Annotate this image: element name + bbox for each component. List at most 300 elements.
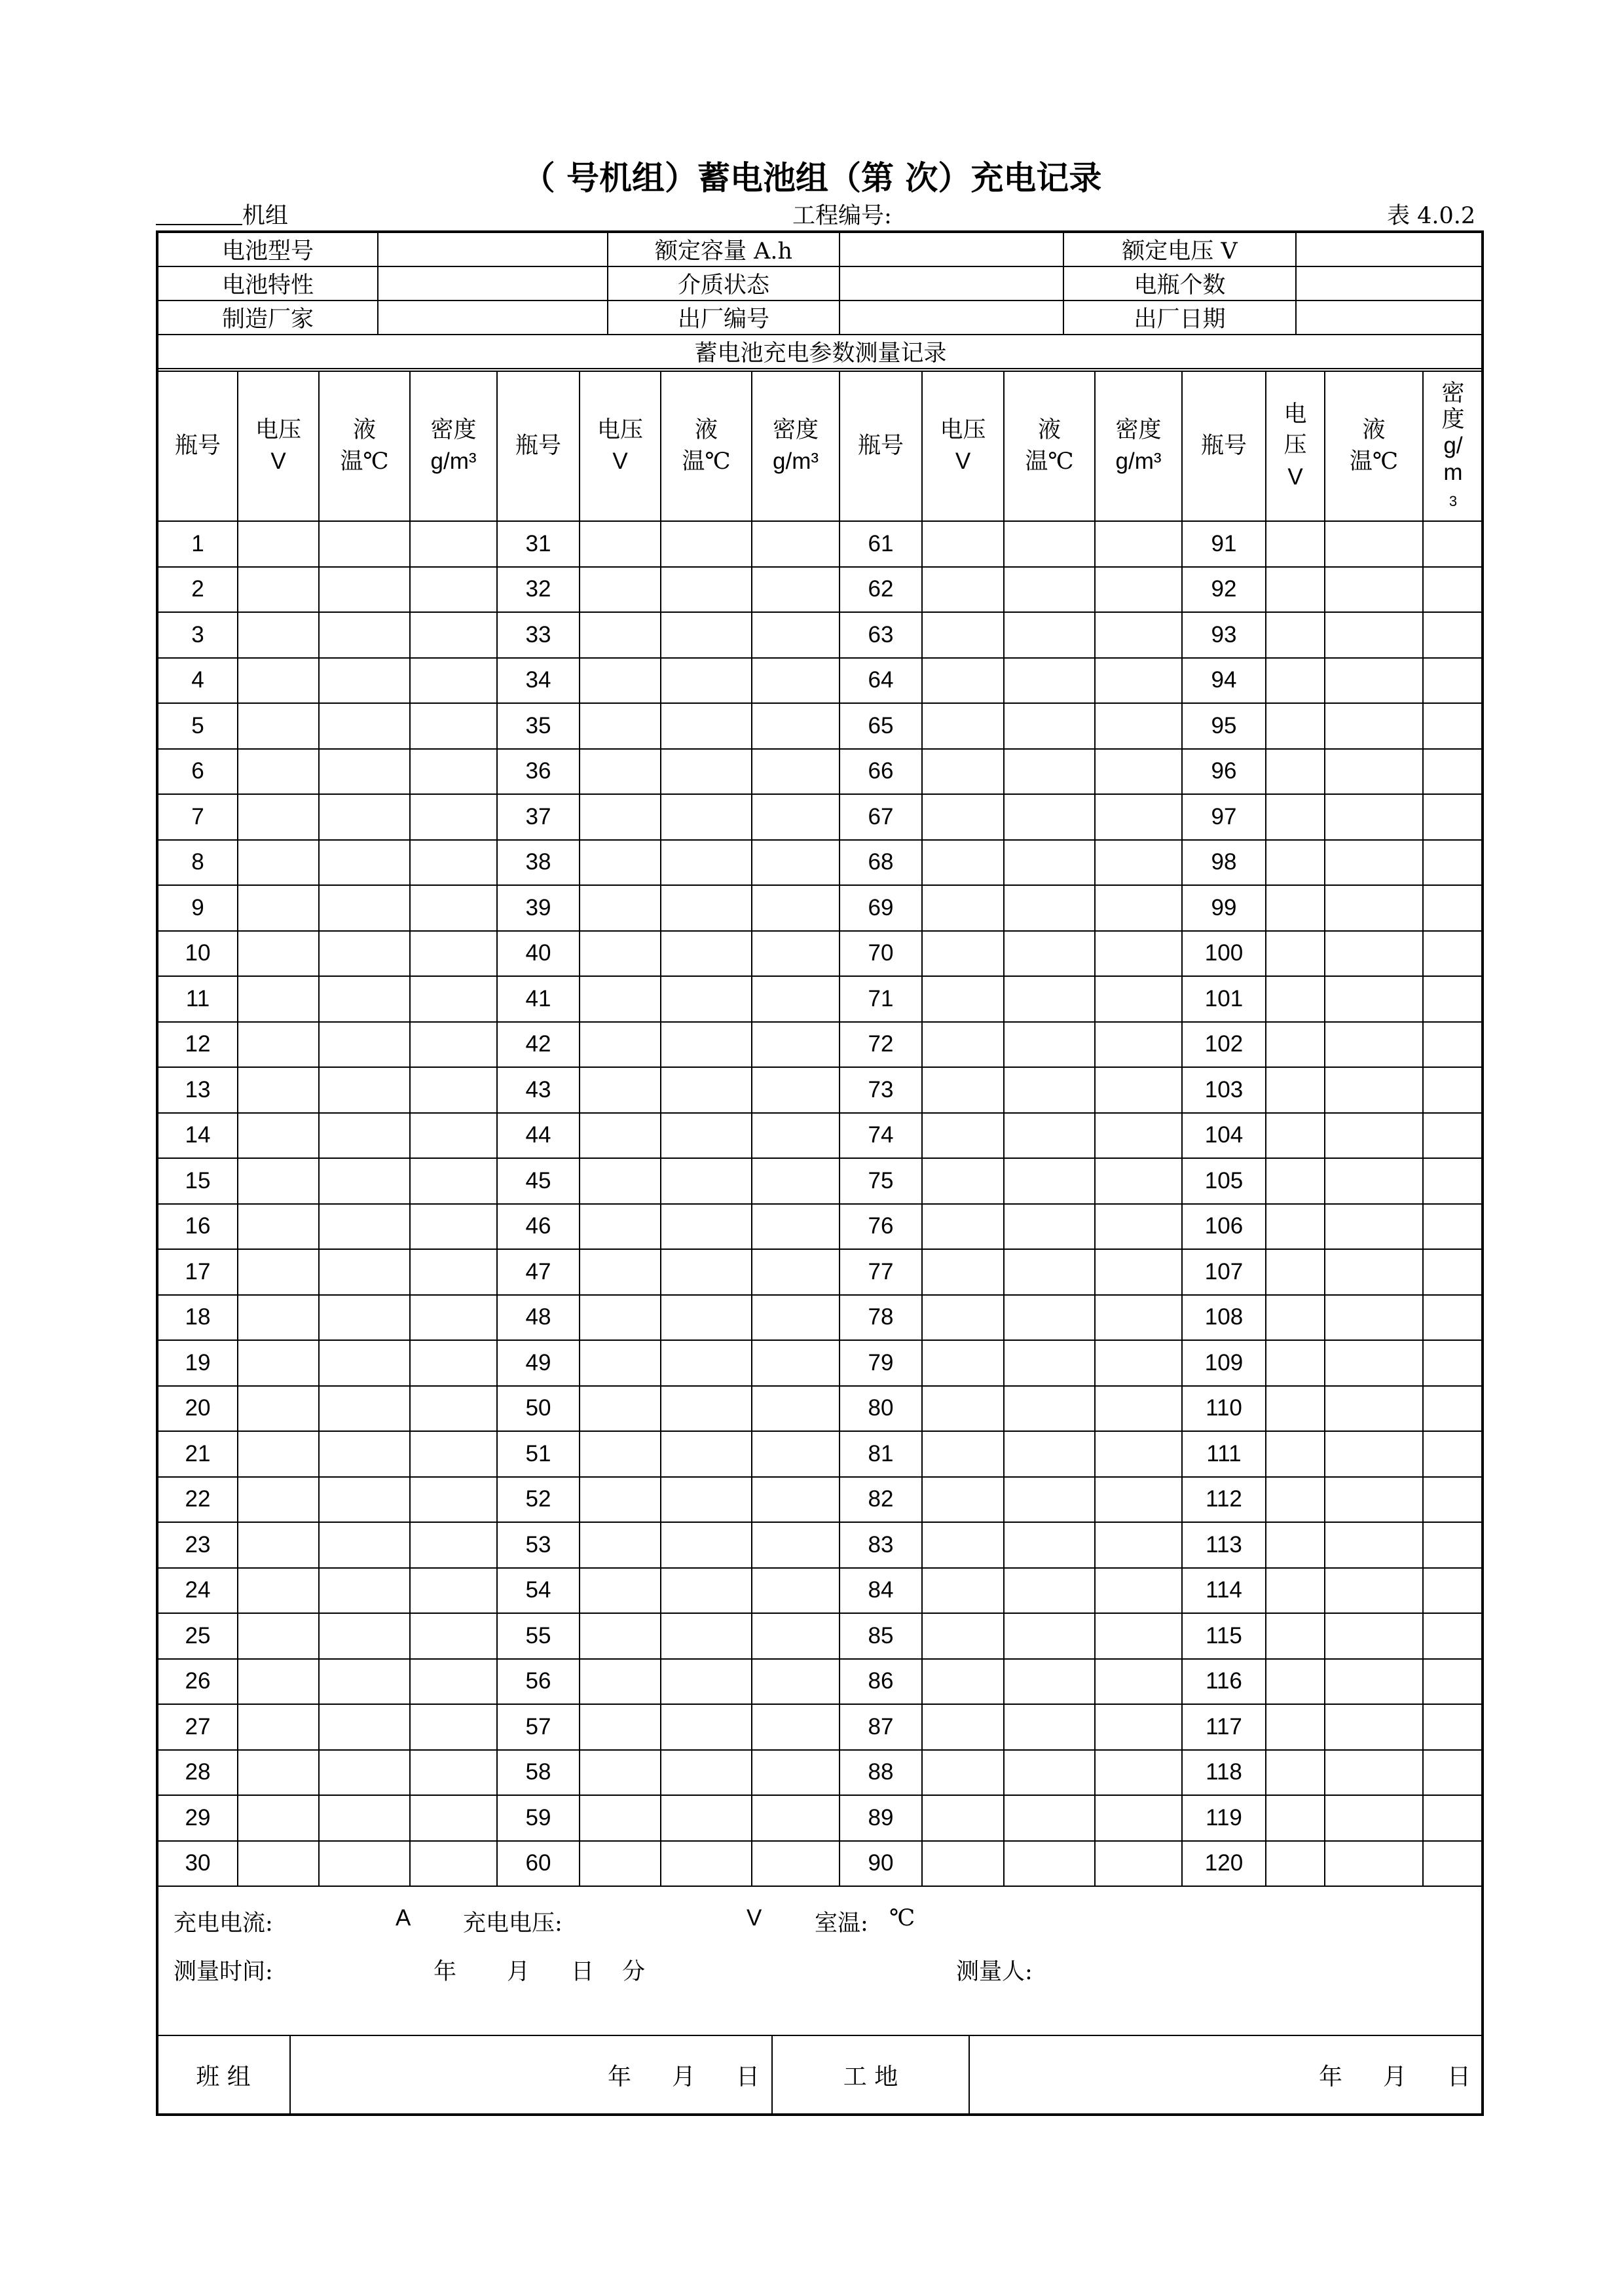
voltage-cell[interactable]	[1266, 1659, 1325, 1705]
info-value-cell[interactable]	[378, 301, 608, 335]
liquid-temp-cell[interactable]	[1004, 1295, 1095, 1341]
liquid-temp-cell[interactable]	[1325, 749, 1423, 795]
liquid-temp-cell[interactable]	[661, 1750, 752, 1796]
liquid-temp-cell[interactable]	[1004, 612, 1095, 658]
density-cell[interactable]	[410, 703, 497, 749]
density-cell[interactable]	[1095, 1158, 1182, 1204]
voltage-cell[interactable]	[1266, 1522, 1325, 1568]
density-cell[interactable]	[752, 1841, 840, 1887]
liquid-temp-cell[interactable]	[661, 1522, 752, 1568]
voltage-cell[interactable]	[1266, 1704, 1325, 1750]
info-value-cell[interactable]	[840, 301, 1063, 335]
density-cell[interactable]	[1095, 931, 1182, 977]
voltage-cell[interactable]	[580, 885, 661, 931]
density-cell[interactable]	[752, 1249, 840, 1295]
liquid-temp-cell[interactable]	[1004, 1113, 1095, 1159]
voltage-cell[interactable]	[238, 749, 319, 795]
voltage-cell[interactable]	[580, 1477, 661, 1523]
density-cell[interactable]	[1095, 794, 1182, 840]
liquid-temp-cell[interactable]	[319, 1477, 410, 1523]
liquid-temp-cell[interactable]	[1004, 658, 1095, 704]
voltage-cell[interactable]	[238, 840, 319, 886]
liquid-temp-cell[interactable]	[661, 1295, 752, 1341]
liquid-temp-cell[interactable]	[319, 1522, 410, 1568]
liquid-temp-cell[interactable]	[319, 1158, 410, 1204]
density-cell[interactable]	[410, 1841, 497, 1887]
voltage-cell[interactable]	[922, 1295, 1004, 1341]
density-cell[interactable]	[752, 612, 840, 658]
voltage-cell[interactable]	[922, 1613, 1004, 1659]
density-cell[interactable]	[752, 567, 840, 613]
voltage-cell[interactable]	[1266, 658, 1325, 704]
liquid-temp-cell[interactable]	[1004, 1659, 1095, 1705]
voltage-cell[interactable]	[922, 885, 1004, 931]
voltage-cell[interactable]	[1266, 1022, 1325, 1068]
liquid-temp-cell[interactable]	[1004, 1431, 1095, 1477]
voltage-cell[interactable]	[238, 1431, 319, 1477]
density-cell[interactable]	[1095, 749, 1182, 795]
density-cell[interactable]	[1095, 567, 1182, 613]
density-cell[interactable]	[1423, 703, 1483, 749]
density-cell[interactable]	[1095, 1568, 1182, 1614]
density-cell[interactable]	[752, 840, 840, 886]
density-cell[interactable]	[1095, 1295, 1182, 1341]
density-cell[interactable]	[1095, 521, 1182, 567]
density-cell[interactable]	[752, 1750, 840, 1796]
liquid-temp-cell[interactable]	[1004, 703, 1095, 749]
liquid-temp-cell[interactable]	[1004, 1613, 1095, 1659]
voltage-cell[interactable]	[1266, 612, 1325, 658]
voltage-cell[interactable]	[1266, 1841, 1325, 1887]
density-cell[interactable]	[410, 567, 497, 613]
density-cell[interactable]	[410, 1295, 497, 1341]
voltage-cell[interactable]	[922, 976, 1004, 1022]
team-signature-cell[interactable]	[290, 2035, 772, 2113]
liquid-temp-cell[interactable]	[661, 1067, 752, 1113]
density-cell[interactable]	[410, 749, 497, 795]
liquid-temp-cell[interactable]	[319, 1386, 410, 1432]
liquid-temp-cell[interactable]	[1325, 1113, 1423, 1159]
density-cell[interactable]	[752, 1340, 840, 1386]
liquid-temp-cell[interactable]	[319, 1750, 410, 1796]
density-cell[interactable]	[1095, 1022, 1182, 1068]
density-cell[interactable]	[752, 1386, 840, 1432]
liquid-temp-cell[interactable]	[661, 658, 752, 704]
liquid-temp-cell[interactable]	[1004, 1568, 1095, 1614]
voltage-cell[interactable]	[580, 1386, 661, 1432]
info-value-cell[interactable]	[1296, 232, 1483, 266]
voltage-cell[interactable]	[238, 1659, 319, 1705]
density-cell[interactable]	[410, 658, 497, 704]
voltage-cell[interactable]	[922, 1204, 1004, 1250]
liquid-temp-cell[interactable]	[661, 1158, 752, 1204]
voltage-cell[interactable]	[1266, 885, 1325, 931]
voltage-cell[interactable]	[922, 658, 1004, 704]
voltage-cell[interactable]	[1266, 931, 1325, 977]
voltage-cell[interactable]	[580, 931, 661, 977]
voltage-cell[interactable]	[922, 794, 1004, 840]
liquid-temp-cell[interactable]	[1004, 1522, 1095, 1568]
liquid-temp-cell[interactable]	[1004, 1795, 1095, 1841]
voltage-cell[interactable]	[238, 1067, 319, 1113]
liquid-temp-cell[interactable]	[1004, 1249, 1095, 1295]
liquid-temp-cell[interactable]	[1004, 1022, 1095, 1068]
voltage-cell[interactable]	[1266, 1340, 1325, 1386]
voltage-cell[interactable]	[238, 703, 319, 749]
liquid-temp-cell[interactable]	[661, 1340, 752, 1386]
liquid-temp-cell[interactable]	[319, 1431, 410, 1477]
liquid-temp-cell[interactable]	[1325, 1431, 1423, 1477]
voltage-cell[interactable]	[580, 1249, 661, 1295]
liquid-temp-cell[interactable]	[1004, 1704, 1095, 1750]
liquid-temp-cell[interactable]	[661, 1022, 752, 1068]
voltage-cell[interactable]	[922, 749, 1004, 795]
liquid-temp-cell[interactable]	[1325, 1522, 1423, 1568]
liquid-temp-cell[interactable]	[1325, 1249, 1423, 1295]
voltage-cell[interactable]	[922, 1431, 1004, 1477]
density-cell[interactable]	[1423, 1113, 1483, 1159]
density-cell[interactable]	[752, 1113, 840, 1159]
liquid-temp-cell[interactable]	[319, 794, 410, 840]
liquid-temp-cell[interactable]	[661, 612, 752, 658]
density-cell[interactable]	[1423, 567, 1483, 613]
density-cell[interactable]	[1095, 1386, 1182, 1432]
density-cell[interactable]	[752, 1431, 840, 1477]
voltage-cell[interactable]	[238, 567, 319, 613]
liquid-temp-cell[interactable]	[1004, 1841, 1095, 1887]
liquid-temp-cell[interactable]	[661, 1568, 752, 1614]
voltage-cell[interactable]	[238, 1113, 319, 1159]
density-cell[interactable]	[1423, 1477, 1483, 1523]
density-cell[interactable]	[1095, 1113, 1182, 1159]
density-cell[interactable]	[410, 1067, 497, 1113]
voltage-cell[interactable]	[238, 1295, 319, 1341]
voltage-cell[interactable]	[580, 1431, 661, 1477]
liquid-temp-cell[interactable]	[1325, 1841, 1423, 1887]
density-cell[interactable]	[1423, 1340, 1483, 1386]
voltage-cell[interactable]	[1266, 521, 1325, 567]
liquid-temp-cell[interactable]	[1325, 1795, 1423, 1841]
voltage-cell[interactable]	[238, 794, 319, 840]
liquid-temp-cell[interactable]	[1004, 840, 1095, 886]
voltage-cell[interactable]	[922, 1659, 1004, 1705]
voltage-cell[interactable]	[580, 749, 661, 795]
liquid-temp-cell[interactable]	[661, 1386, 752, 1432]
density-cell[interactable]	[1095, 658, 1182, 704]
liquid-temp-cell[interactable]	[1004, 1204, 1095, 1250]
liquid-temp-cell[interactable]	[1325, 976, 1423, 1022]
density-cell[interactable]	[752, 794, 840, 840]
voltage-cell[interactable]	[1266, 1295, 1325, 1341]
voltage-cell[interactable]	[922, 521, 1004, 567]
density-cell[interactable]	[1095, 1477, 1182, 1523]
liquid-temp-cell[interactable]	[319, 1113, 410, 1159]
voltage-cell[interactable]	[238, 1613, 319, 1659]
density-cell[interactable]	[1095, 1431, 1182, 1477]
voltage-cell[interactable]	[922, 1704, 1004, 1750]
liquid-temp-cell[interactable]	[1325, 1659, 1423, 1705]
density-cell[interactable]	[1423, 1522, 1483, 1568]
density-cell[interactable]	[1095, 840, 1182, 886]
liquid-temp-cell[interactable]	[319, 1022, 410, 1068]
liquid-temp-cell[interactable]	[1325, 703, 1423, 749]
density-cell[interactable]	[410, 1477, 497, 1523]
density-cell[interactable]	[752, 1477, 840, 1523]
liquid-temp-cell[interactable]	[661, 1204, 752, 1250]
voltage-cell[interactable]	[238, 1249, 319, 1295]
liquid-temp-cell[interactable]	[1004, 931, 1095, 977]
density-cell[interactable]	[1423, 885, 1483, 931]
density-cell[interactable]	[1095, 1704, 1182, 1750]
liquid-temp-cell[interactable]	[1004, 1750, 1095, 1796]
liquid-temp-cell[interactable]	[661, 794, 752, 840]
voltage-cell[interactable]	[922, 1340, 1004, 1386]
density-cell[interactable]	[1423, 1795, 1483, 1841]
density-cell[interactable]	[752, 658, 840, 704]
density-cell[interactable]	[1095, 1659, 1182, 1705]
liquid-temp-cell[interactable]	[1004, 1158, 1095, 1204]
voltage-cell[interactable]	[1266, 1249, 1325, 1295]
voltage-cell[interactable]	[580, 794, 661, 840]
density-cell[interactable]	[1423, 1704, 1483, 1750]
liquid-temp-cell[interactable]	[1325, 1067, 1423, 1113]
density-cell[interactable]	[1423, 1386, 1483, 1432]
voltage-cell[interactable]	[1266, 794, 1325, 840]
liquid-temp-cell[interactable]	[319, 703, 410, 749]
voltage-cell[interactable]	[1266, 1750, 1325, 1796]
density-cell[interactable]	[752, 1795, 840, 1841]
info-value-cell[interactable]	[840, 266, 1063, 301]
voltage-cell[interactable]	[580, 567, 661, 613]
density-cell[interactable]	[1423, 612, 1483, 658]
liquid-temp-cell[interactable]	[1325, 931, 1423, 977]
liquid-temp-cell[interactable]	[661, 703, 752, 749]
density-cell[interactable]	[410, 794, 497, 840]
voltage-cell[interactable]	[238, 1477, 319, 1523]
info-value-cell[interactable]	[1296, 301, 1483, 335]
voltage-cell[interactable]	[238, 1158, 319, 1204]
voltage-cell[interactable]	[580, 1795, 661, 1841]
density-cell[interactable]	[752, 1613, 840, 1659]
voltage-cell[interactable]	[922, 612, 1004, 658]
liquid-temp-cell[interactable]	[1325, 1022, 1423, 1068]
voltage-cell[interactable]	[1266, 1204, 1325, 1250]
voltage-cell[interactable]	[922, 1022, 1004, 1068]
density-cell[interactable]	[410, 976, 497, 1022]
density-cell[interactable]	[752, 1295, 840, 1341]
voltage-cell[interactable]	[238, 885, 319, 931]
voltage-cell[interactable]	[580, 1067, 661, 1113]
voltage-cell[interactable]	[922, 840, 1004, 886]
voltage-cell[interactable]	[238, 1841, 319, 1887]
density-cell[interactable]	[1095, 885, 1182, 931]
liquid-temp-cell[interactable]	[319, 1704, 410, 1750]
liquid-temp-cell[interactable]	[1325, 1386, 1423, 1432]
voltage-cell[interactable]	[1266, 1158, 1325, 1204]
liquid-temp-cell[interactable]	[1004, 521, 1095, 567]
liquid-temp-cell[interactable]	[661, 749, 752, 795]
density-cell[interactable]	[752, 1067, 840, 1113]
density-cell[interactable]	[410, 1568, 497, 1614]
density-cell[interactable]	[752, 1659, 840, 1705]
density-cell[interactable]	[752, 1522, 840, 1568]
density-cell[interactable]	[1095, 612, 1182, 658]
voltage-cell[interactable]	[922, 931, 1004, 977]
liquid-temp-cell[interactable]	[1325, 1477, 1423, 1523]
voltage-cell[interactable]	[238, 976, 319, 1022]
liquid-temp-cell[interactable]	[661, 976, 752, 1022]
voltage-cell[interactable]	[1266, 1431, 1325, 1477]
voltage-cell[interactable]	[238, 931, 319, 977]
liquid-temp-cell[interactable]	[1004, 885, 1095, 931]
liquid-temp-cell[interactable]	[1325, 1340, 1423, 1386]
liquid-temp-cell[interactable]	[319, 976, 410, 1022]
liquid-temp-cell[interactable]	[1325, 1568, 1423, 1614]
liquid-temp-cell[interactable]	[661, 567, 752, 613]
voltage-cell[interactable]	[238, 1204, 319, 1250]
liquid-temp-cell[interactable]	[661, 931, 752, 977]
density-cell[interactable]	[410, 1204, 497, 1250]
density-cell[interactable]	[1095, 976, 1182, 1022]
liquid-temp-cell[interactable]	[319, 1340, 410, 1386]
liquid-temp-cell[interactable]	[319, 1659, 410, 1705]
liquid-temp-cell[interactable]	[1004, 794, 1095, 840]
liquid-temp-cell[interactable]	[1325, 794, 1423, 840]
liquid-temp-cell[interactable]	[1004, 1067, 1095, 1113]
voltage-cell[interactable]	[238, 1340, 319, 1386]
liquid-temp-cell[interactable]	[661, 1795, 752, 1841]
liquid-temp-cell[interactable]	[1325, 658, 1423, 704]
liquid-temp-cell[interactable]	[319, 658, 410, 704]
voltage-cell[interactable]	[922, 703, 1004, 749]
voltage-cell[interactable]	[922, 1386, 1004, 1432]
voltage-cell[interactable]	[238, 1022, 319, 1068]
voltage-cell[interactable]	[238, 1522, 319, 1568]
density-cell[interactable]	[752, 976, 840, 1022]
voltage-cell[interactable]	[238, 521, 319, 567]
liquid-temp-cell[interactable]	[661, 1659, 752, 1705]
density-cell[interactable]	[1423, 931, 1483, 977]
voltage-cell[interactable]	[580, 1295, 661, 1341]
liquid-temp-cell[interactable]	[319, 612, 410, 658]
liquid-temp-cell[interactable]	[319, 885, 410, 931]
liquid-temp-cell[interactable]	[661, 1113, 752, 1159]
density-cell[interactable]	[1095, 1340, 1182, 1386]
voltage-cell[interactable]	[580, 703, 661, 749]
liquid-temp-cell[interactable]	[661, 1704, 752, 1750]
density-cell[interactable]	[1423, 1204, 1483, 1250]
density-cell[interactable]	[1423, 1613, 1483, 1659]
density-cell[interactable]	[752, 703, 840, 749]
density-cell[interactable]	[752, 1568, 840, 1614]
density-cell[interactable]	[752, 1204, 840, 1250]
density-cell[interactable]	[1423, 521, 1483, 567]
density-cell[interactable]	[1095, 1249, 1182, 1295]
liquid-temp-cell[interactable]	[661, 521, 752, 567]
density-cell[interactable]	[1423, 1659, 1483, 1705]
voltage-cell[interactable]	[580, 521, 661, 567]
voltage-cell[interactable]	[922, 1750, 1004, 1796]
voltage-cell[interactable]	[922, 1158, 1004, 1204]
density-cell[interactable]	[410, 1022, 497, 1068]
info-value-cell[interactable]	[378, 266, 608, 301]
liquid-temp-cell[interactable]	[1325, 1295, 1423, 1341]
density-cell[interactable]	[1423, 1022, 1483, 1068]
density-cell[interactable]	[410, 1613, 497, 1659]
liquid-temp-cell[interactable]	[319, 749, 410, 795]
voltage-cell[interactable]	[238, 1568, 319, 1614]
liquid-temp-cell[interactable]	[1325, 885, 1423, 931]
voltage-cell[interactable]	[922, 1841, 1004, 1887]
density-cell[interactable]	[752, 749, 840, 795]
density-cell[interactable]	[410, 1158, 497, 1204]
density-cell[interactable]	[1423, 794, 1483, 840]
liquid-temp-cell[interactable]	[319, 567, 410, 613]
density-cell[interactable]	[1423, 1568, 1483, 1614]
density-cell[interactable]	[1423, 1750, 1483, 1796]
liquid-temp-cell[interactable]	[319, 1295, 410, 1341]
voltage-cell[interactable]	[238, 1795, 319, 1841]
voltage-cell[interactable]	[580, 1704, 661, 1750]
info-value-cell[interactable]	[378, 232, 608, 266]
liquid-temp-cell[interactable]	[1004, 976, 1095, 1022]
voltage-cell[interactable]	[922, 1795, 1004, 1841]
voltage-cell[interactable]	[238, 1386, 319, 1432]
density-cell[interactable]	[1095, 703, 1182, 749]
density-cell[interactable]	[1423, 1067, 1483, 1113]
liquid-temp-cell[interactable]	[1004, 567, 1095, 613]
voltage-cell[interactable]	[922, 567, 1004, 613]
voltage-cell[interactable]	[580, 1158, 661, 1204]
density-cell[interactable]	[410, 1750, 497, 1796]
voltage-cell[interactable]	[1266, 1613, 1325, 1659]
liquid-temp-cell[interactable]	[1325, 521, 1423, 567]
density-cell[interactable]	[1095, 1204, 1182, 1250]
density-cell[interactable]	[410, 931, 497, 977]
voltage-cell[interactable]	[1266, 1386, 1325, 1432]
liquid-temp-cell[interactable]	[1325, 1204, 1423, 1250]
voltage-cell[interactable]	[922, 1477, 1004, 1523]
liquid-temp-cell[interactable]	[319, 1613, 410, 1659]
density-cell[interactable]	[1423, 1249, 1483, 1295]
density-cell[interactable]	[1423, 840, 1483, 886]
density-cell[interactable]	[410, 1113, 497, 1159]
liquid-temp-cell[interactable]	[1325, 1750, 1423, 1796]
voltage-cell[interactable]	[580, 1659, 661, 1705]
density-cell[interactable]	[410, 612, 497, 658]
density-cell[interactable]	[752, 1158, 840, 1204]
liquid-temp-cell[interactable]	[661, 885, 752, 931]
voltage-cell[interactable]	[922, 1568, 1004, 1614]
density-cell[interactable]	[410, 1386, 497, 1432]
density-cell[interactable]	[410, 521, 497, 567]
voltage-cell[interactable]	[1266, 703, 1325, 749]
voltage-cell[interactable]	[1266, 1067, 1325, 1113]
voltage-cell[interactable]	[580, 1113, 661, 1159]
voltage-cell[interactable]	[1266, 1477, 1325, 1523]
density-cell[interactable]	[1423, 658, 1483, 704]
liquid-temp-cell[interactable]	[319, 1568, 410, 1614]
density-cell[interactable]	[752, 1022, 840, 1068]
liquid-temp-cell[interactable]	[661, 1841, 752, 1887]
voltage-cell[interactable]	[922, 1249, 1004, 1295]
density-cell[interactable]	[1095, 1067, 1182, 1113]
voltage-cell[interactable]	[1266, 1113, 1325, 1159]
voltage-cell[interactable]	[238, 1704, 319, 1750]
density-cell[interactable]	[410, 1522, 497, 1568]
density-cell[interactable]	[1423, 1295, 1483, 1341]
liquid-temp-cell[interactable]	[1004, 1340, 1095, 1386]
